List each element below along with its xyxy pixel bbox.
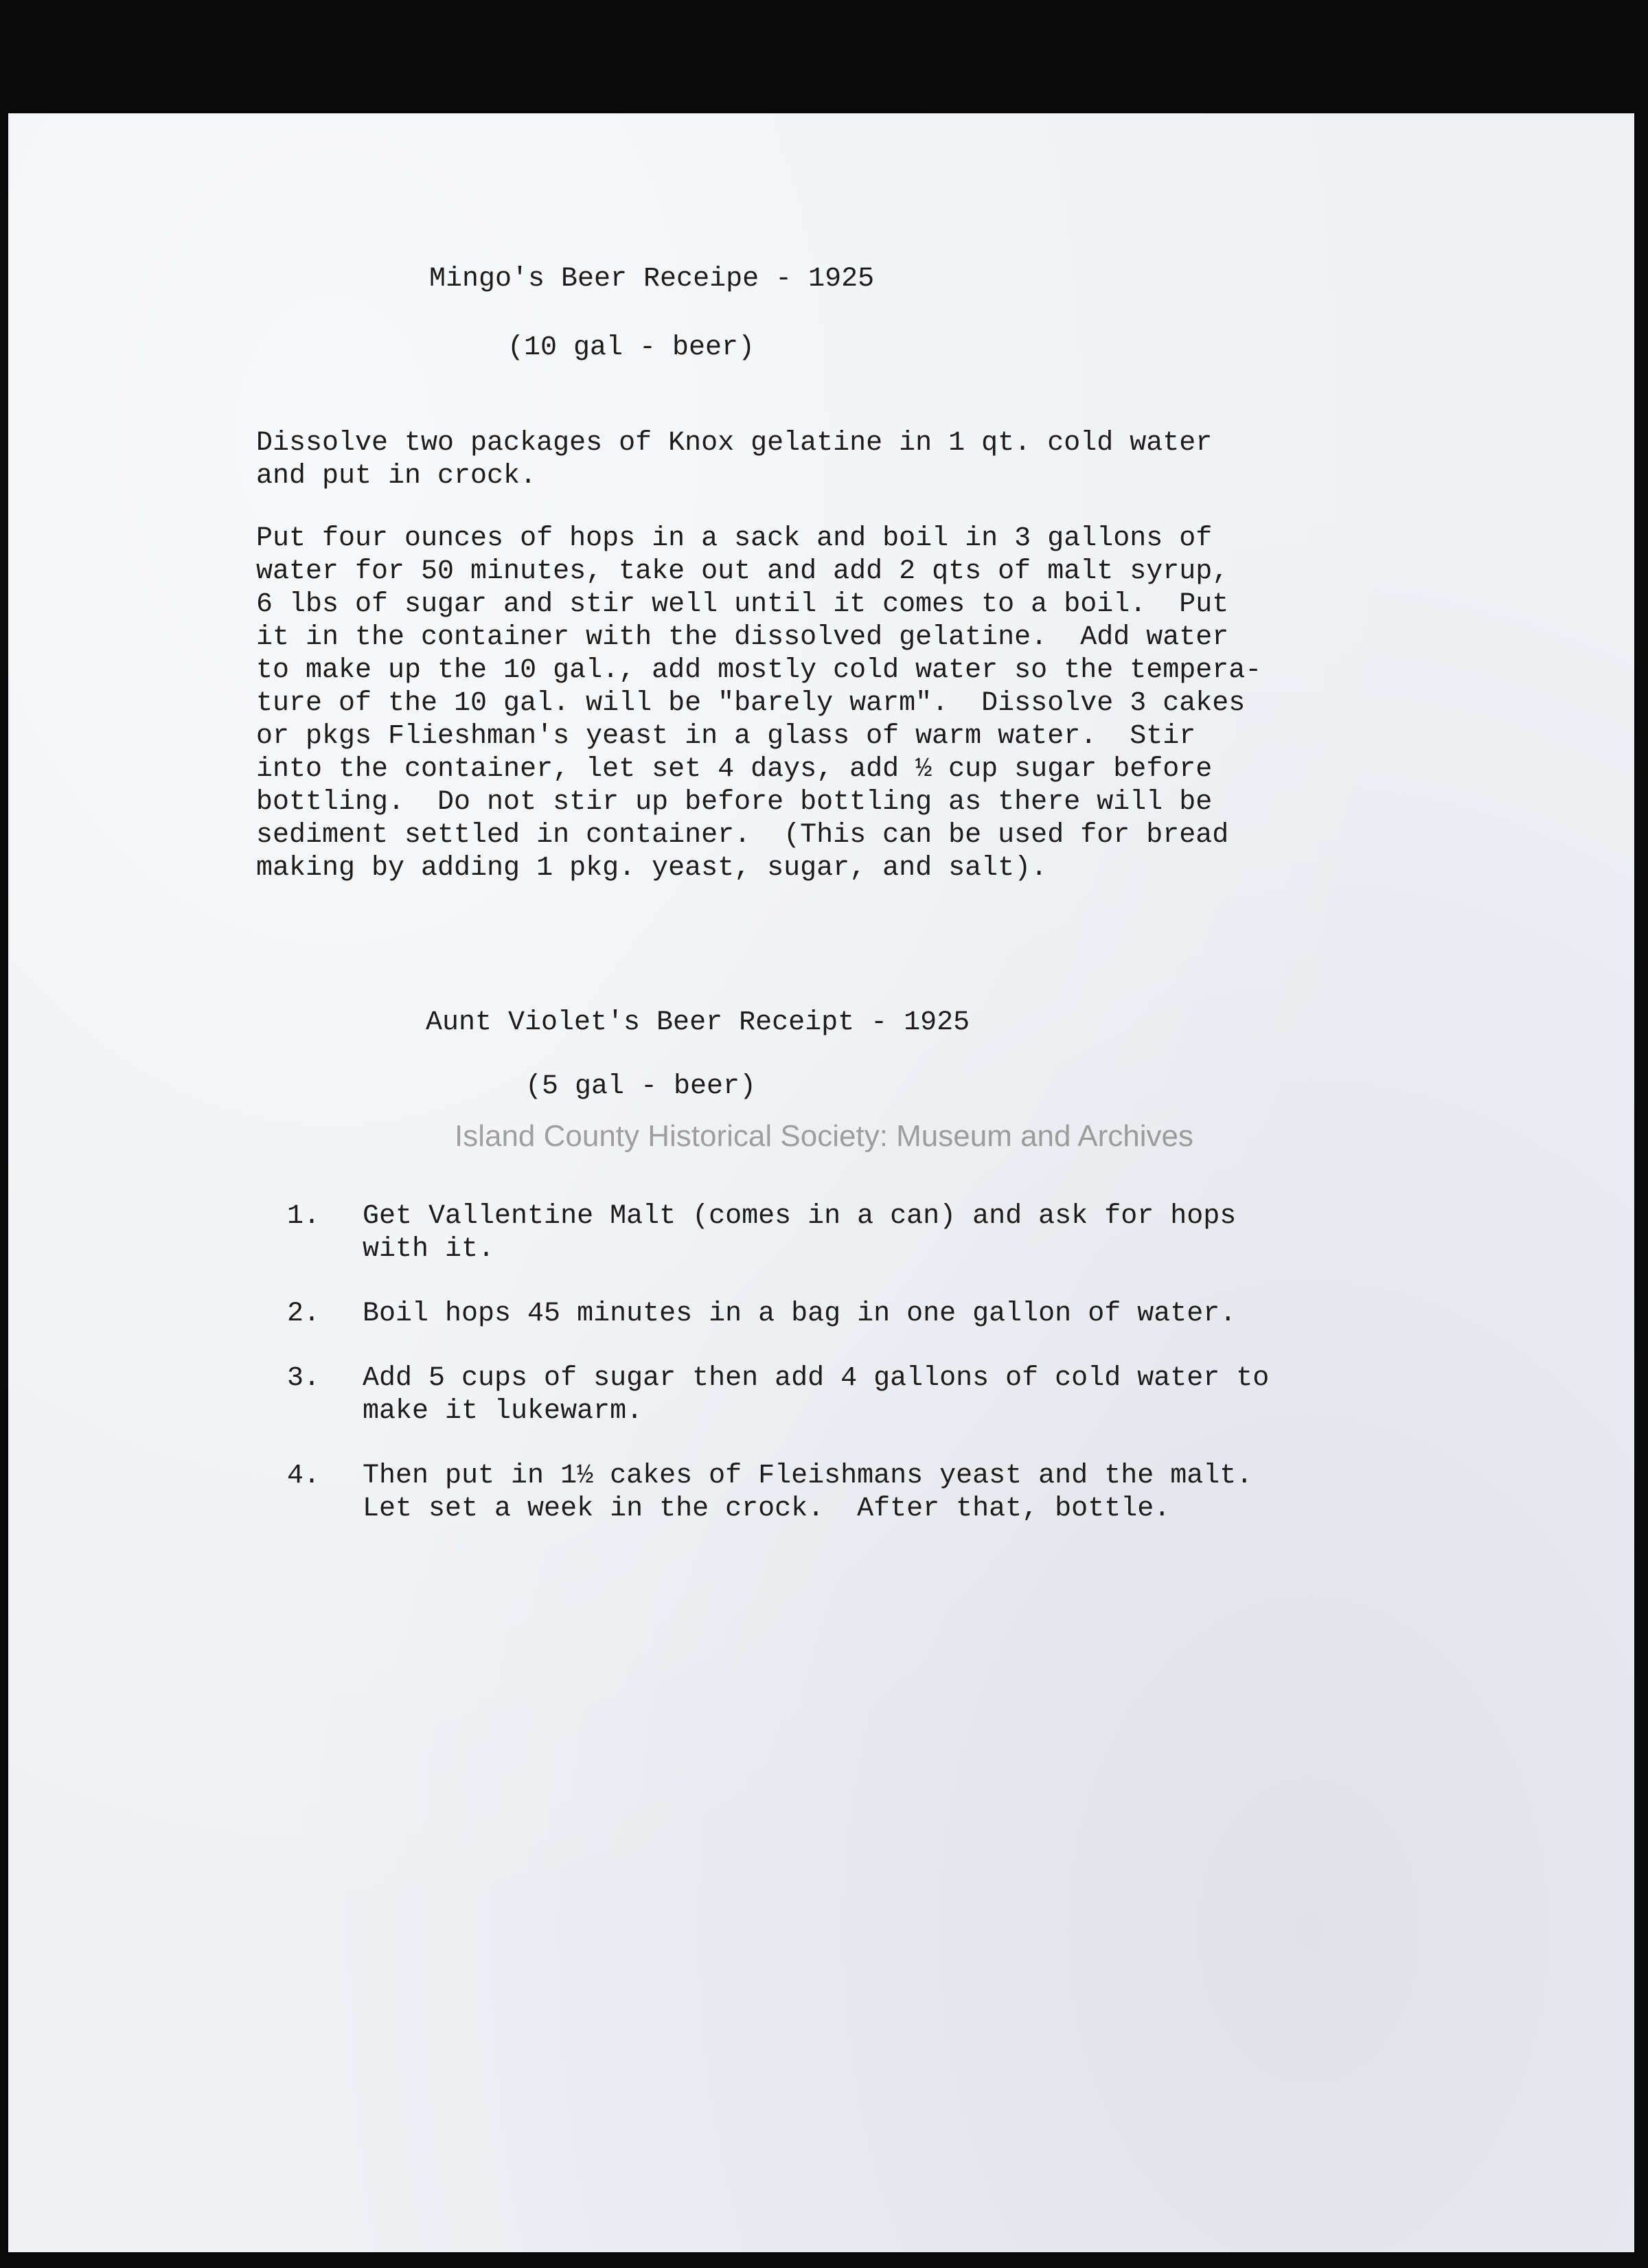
step-text: Boil hops 45 minutes in a bag in one gallon of water. [363,1298,1237,1329]
recipe2-step [254,1427,1252,1526]
step-text: Add 5 cups of sugar then add 4 gallons of cold water to make it lukewarm. [363,1363,1270,1427]
recipe2-step [254,1329,1269,1428]
step-text: Get Vallentine Malt (comes in a can) and ask for hops with it. [363,1201,1237,1265]
step-text: Then put in 1½ cakes of Fleishmans yeast and the malt. Let set a week in the crock. After that, bottle. [363,1461,1253,1524]
recipe1-paragraph-1: Dissolve two packages of Knox gelatine in 1 qt. cold water and put in crock. [256,428,1213,492]
recipe2-step [254,1167,1236,1266]
recipe2-step [254,1265,1236,1331]
recipe2-title: Aunt Violet's Beer Receipt - 1925 [426,1007,970,1038]
step-number: 4. [287,1461,321,1491]
step-number: 1. [287,1201,321,1232]
recipe1-subtitle: (10 gal - beer) [507,332,755,363]
step-number: 2. [287,1298,321,1329]
recipe2-subtitle: (5 gal - beer) [525,1071,757,1102]
archive-watermark: Island County Historical Society: Museum and Archives [454,1119,1194,1153]
step-number: 3. [287,1363,321,1394]
recipe1-paragraph-2: Put four ounces of hops in a sack and boil in 3 gallons of water for 50 minutes, take out and add 2 qts of malt syrup, 6 lbs of sugar and stir well until it comes to a boil. Put it in the container with the dissolved gelatine. Add water to make up the 10 gal., add mostly cold water so the tempera- ture of the 10 gal. will be "barely warm". Dissolve 3 cakes or pkgs Flieshman's yeast in a glass of warm water. Stir into the container, let set 4 days, add ½ cup sugar before bottling. Do not stir up before bottling as there will be sediment settled in container. (This can be used for bread making by adding 1 pkg. yeast, sugar, and salt). [256,523,1262,884]
recipe1-title: Mingo's Beer Receipe - 1925 [429,264,875,295]
